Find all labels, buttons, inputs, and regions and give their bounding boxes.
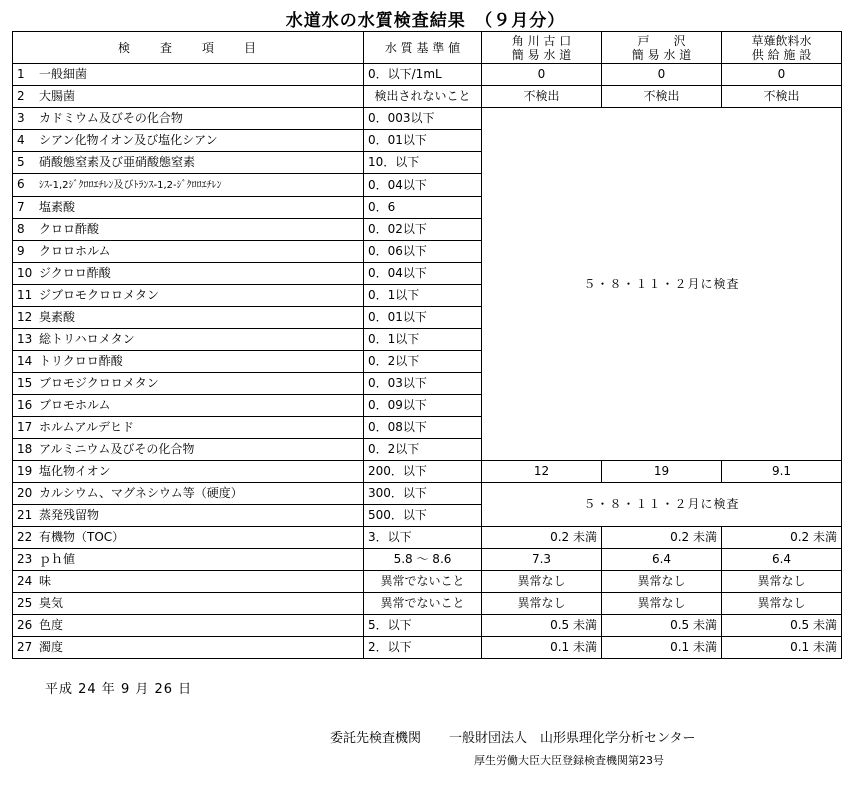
item-cell: 4 シアン化物イオン及び塩化シアン [13, 130, 364, 152]
value-cell: 7.3 [482, 549, 602, 571]
table-row [13, 461, 842, 483]
value-cell: 不検出 [722, 86, 842, 108]
standard-cell: 検出されないこと [364, 86, 482, 108]
value-cell: 異常なし [602, 593, 722, 615]
item-cell: 19 塩化物イオン [13, 461, 364, 483]
table-row [13, 637, 842, 659]
standard-cell: 0．1以下 [364, 285, 482, 307]
standard-cell: 0．08以下 [364, 417, 482, 439]
standard-cell: 0．01以下 [364, 307, 482, 329]
agency-label: 委託先検査機関 [330, 731, 422, 746]
item-cell: 8 クロロ酢酸 [13, 219, 364, 241]
item-cell: 18 アルミニウム及びその化合物 [13, 439, 364, 461]
item-cell: 27 濁度 [13, 637, 364, 659]
item-cell: 15 ブロモジクロロメタン [13, 373, 364, 395]
table-row [13, 615, 842, 637]
value-cell: 0.5 未満 [482, 615, 602, 637]
value-cell: 6.4 [602, 549, 722, 571]
standard-cell: 10．以下 [364, 152, 482, 174]
header-standard: 水 質 基 準 値 [364, 32, 482, 64]
table-row [13, 571, 842, 593]
value-cell: 0.2 未満 [722, 527, 842, 549]
value-cell: 0.5 未満 [722, 615, 842, 637]
value-cell: 0.1 未満 [722, 637, 842, 659]
table-header-row [13, 32, 842, 64]
standard-cell: 2．以下 [364, 637, 482, 659]
table-row [13, 64, 842, 86]
item-cell: 25 臭気 [13, 593, 364, 615]
value-cell: 異常なし [482, 571, 602, 593]
value-cell: 不検出 [482, 86, 602, 108]
standard-cell: 500．以下 [364, 505, 482, 527]
standard-cell: 5.8 ～ 8.6 [364, 549, 482, 571]
item-cell: 3 カドミウム及びその化合物 [13, 108, 364, 130]
value-cell: 異常なし [482, 593, 602, 615]
value-cell: 0.2 未満 [602, 527, 722, 549]
table-row [13, 86, 842, 108]
value-cell: 異常なし [722, 593, 842, 615]
item-cell: 7 塩素酸 [13, 197, 364, 219]
standard-cell: 3．以下 [364, 527, 482, 549]
value-cell: 0.2 未満 [482, 527, 602, 549]
standard-cell: 0．以下/1mL [364, 64, 482, 86]
value-cell: 9.1 [722, 461, 842, 483]
standard-cell: 異常でないこと [364, 593, 482, 615]
table-row [13, 527, 842, 549]
standard-cell: 200．以下 [364, 461, 482, 483]
standard-cell: 0．2以下 [364, 439, 482, 461]
item-cell: 22 有機物（TOC） [13, 527, 364, 549]
standard-cell: 0．1以下 [364, 329, 482, 351]
item-cell: 1 一般細菌 [13, 64, 364, 86]
standard-cell: 0．09以下 [364, 395, 482, 417]
value-cell: 異常なし [602, 571, 722, 593]
header-item: 検 査 項 目 [13, 32, 364, 64]
header-facility-3: 草薙飲料水 供 給 施 設 [722, 32, 842, 64]
item-cell: 5 硝酸態窒素及び亜硝酸態窒素 [13, 152, 364, 174]
value-cell: 19 [602, 461, 722, 483]
table-row [13, 483, 842, 505]
item-cell: 9 クロロホルム [13, 241, 364, 263]
item-cell: 20 カルシウム、マグネシウム等（硬度） [13, 483, 364, 505]
standard-cell: 0．03以下 [364, 373, 482, 395]
value-cell: 12 [482, 461, 602, 483]
table-row [13, 593, 842, 615]
item-cell: 24 味 [13, 571, 364, 593]
item-cell: 21 蒸発残留物 [13, 505, 364, 527]
standard-cell: 5．以下 [364, 615, 482, 637]
item-cell: 6 ｼｽ-1,2ｼﾞｸﾛﾛｴﾁﾚﾝ及びﾄﾗﾝｽ-1,2-ｼﾞｸﾛﾛｴﾁﾚﾝ [13, 174, 364, 197]
table-row [13, 108, 842, 130]
value-cell: 0 [722, 64, 842, 86]
value-cell: 6.4 [722, 549, 842, 571]
quarterly-inspection-note: ５・８・１１・２月に検査 [482, 108, 842, 461]
standard-cell: 0．06以下 [364, 241, 482, 263]
item-cell: 13 総トリハロメタン [13, 329, 364, 351]
water-quality-table [12, 31, 842, 659]
document-title: 水道水の水質検査結果 （９月分） [285, 11, 566, 31]
value-cell: 0.1 未満 [602, 637, 722, 659]
standard-cell: 300．以下 [364, 483, 482, 505]
item-cell: 26 色度 [13, 615, 364, 637]
value-cell: 0.5 未満 [602, 615, 722, 637]
value-cell: 異常なし [722, 571, 842, 593]
standard-cell: 0．6 [364, 197, 482, 219]
report-date: 平成 24 年 9 月 26 日 [45, 682, 193, 697]
item-cell: 17 ホルムアルデヒド [13, 417, 364, 439]
standard-cell: 0．04以下 [364, 174, 482, 197]
standard-cell: 0．01以下 [364, 130, 482, 152]
value-cell: 0.1 未満 [482, 637, 602, 659]
value-cell: 0 [602, 64, 722, 86]
standard-cell: 0．02以下 [364, 219, 482, 241]
standard-cell: 0．2以下 [364, 351, 482, 373]
value-cell: 0 [482, 64, 602, 86]
standard-cell: 異常でないこと [364, 571, 482, 593]
item-cell: 2 大腸菌 [13, 86, 364, 108]
value-cell: 不検出 [602, 86, 722, 108]
header-facility-2: 戸 沢 簡 易 水 道 [602, 32, 722, 64]
header-facility-1: 角 川 古 口 簡 易 水 道 [482, 32, 602, 64]
item-cell: 11 ジブロモクロロメタン [13, 285, 364, 307]
item-cell: 23 ｐｈ値 [13, 549, 364, 571]
table-row [13, 549, 842, 571]
standard-cell: 0．04以下 [364, 263, 482, 285]
item-cell: 14 トリクロロ酢酸 [13, 351, 364, 373]
inspection-agency [330, 727, 696, 746]
item-cell: 10 ジクロロ酢酸 [13, 263, 364, 285]
quarterly-inspection-note: ５・８・１１・２月に検査 [482, 483, 842, 527]
standard-cell: 0．003以下 [364, 108, 482, 130]
agency-name: 一般財団法人 山形県理化学分析センター [449, 731, 696, 746]
registration-number: 厚生労働大臣大臣登録検査機関第23号 [474, 754, 664, 767]
item-cell: 16 ブロモホルム [13, 395, 364, 417]
item-cell: 12 臭素酸 [13, 307, 364, 329]
